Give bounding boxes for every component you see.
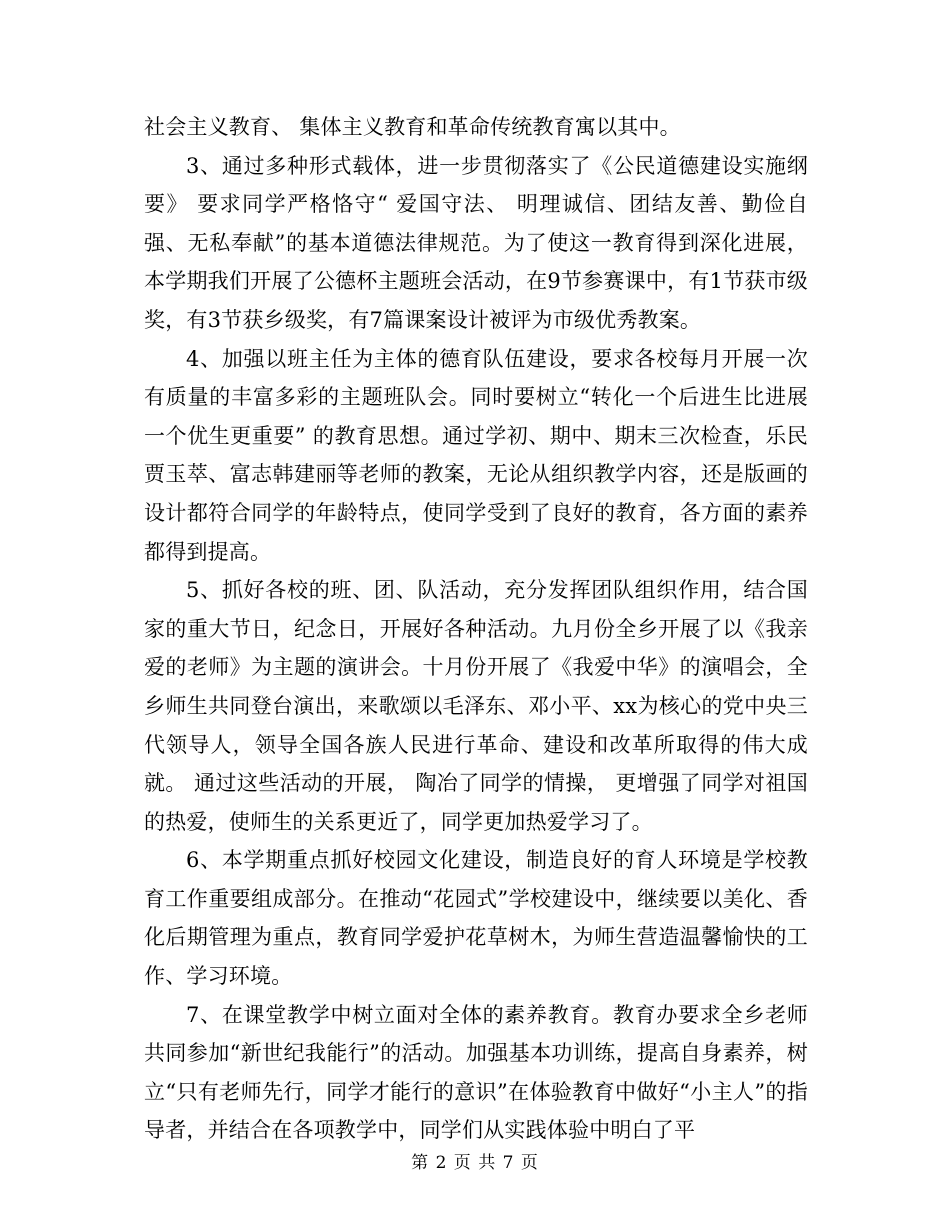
paragraph-2: 3、通过多种形式载体，进一步贯彻落实了《公民道德建设实施纲要》 要求同学严格恪守“ 爱国守法、 明理诚信、团结友善、勤俭自强、无私奉献”的基本道德法律规范。为了使这一教育得到深化进展，本学期我们开展了公德杯主题班会活动，在9节参赛课中，有1节获市级奖，有3节获乡级奖，有7篇课案设计被评为市级优秀教案。 bbox=[144, 153, 808, 332]
paragraph-5: 6、本学期重点抓好校园文化建设，制造良好的育人环境是学校教育工作重要组成部分。在推动“花园式”学校建设中，继续要以美化、香化后期管理为重点，教育同学爱护花草树木，为师生营造温馨愉快的工作、学习环境。 bbox=[144, 848, 808, 989]
paragraph-1: 社会主义教育、 集体主义教育和革命传统教育寓以其中。 bbox=[144, 115, 681, 139]
document-body bbox=[144, 108, 808, 1150]
page-footer: 第 2 页 共 7 页 bbox=[411, 1153, 539, 1173]
paragraph-6: 7、在课堂教学中树立面对全体的素养教育。教育办要求全乡老师共同参加“新世纪我能行”的活动。加强基本功训练，提高自身素养，树立“只有老师先行，同学才能行的意识”在体验教育中做好“小主人”的指导者，并结合在各项教学中，同学们从实践体验中明白了平 bbox=[144, 1002, 808, 1143]
paragraph-4: 5、抓好各校的班、团、队活动，充分发挥团队组织作用，结合国家的重大节日，纪念日，开展好各种活动。九月份全乡开展了以《我亲爱的老师》为主题的演讲会。十月份开展了《我爱中华》的演唱会，全乡师生共同登台演出，来歌颂以毛泽东、邓小平、xx为核心的党中央三代领导人，领导全国各族人民进行革命、建设和改革所取得的伟大成就。 通过这些活动的开展， 陶冶了同学的情操， 更增强了同学对祖国的热爱，使师生的关系更近了，同学更加热爱学习了。 bbox=[144, 578, 808, 834]
paragraph-3: 4、加强以班主任为主体的德育队伍建设，要求各校每月开展一次有质量的丰富多彩的主题班队会。同时要树立“转化一个后进生比进展一个优生更重要” 的教育思想。通过学初、期中、期末三次检查，乐民贾玉萃、富志韩建丽等老师的教案，无论从组织教学内容，还是版画的设计都符合同学的年龄特点，使同学受到了良好的教育，各方面的素养都得到提高。 bbox=[144, 346, 808, 564]
